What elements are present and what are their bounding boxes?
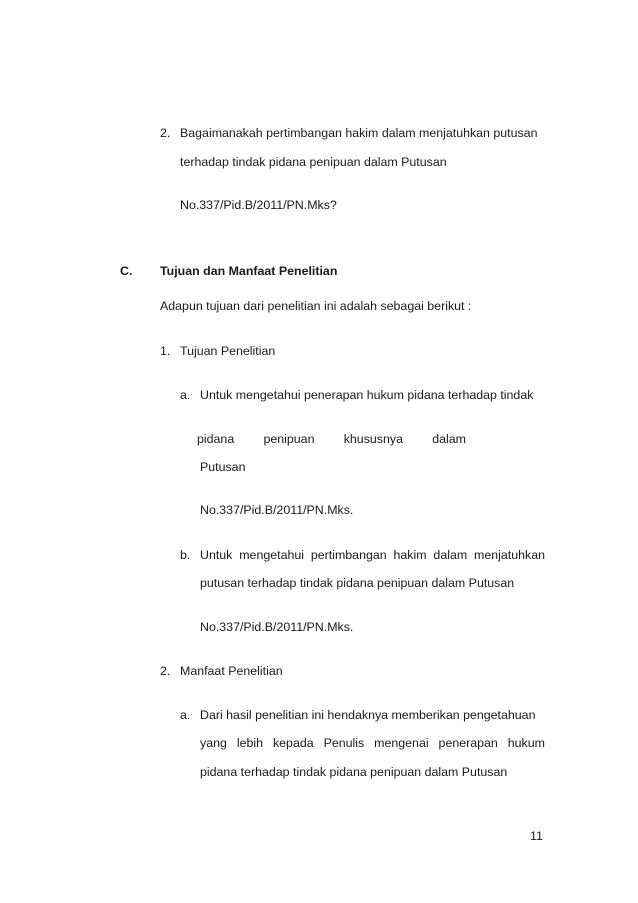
paragraph-line: Dari hasil penelitian ini hendaknya memberikan pengetahuan	[200, 708, 536, 722]
subsection-title: Tujuan Penelitian	[180, 344, 276, 358]
question-line-2: terhadap tindak pidana penipuan dalam Putusan	[180, 155, 447, 169]
subsection-title: Manfaat Penelitian	[180, 664, 283, 678]
word: khususnya	[343, 432, 403, 446]
page-number: 11	[530, 829, 543, 843]
justified-line	[200, 548, 545, 562]
list-number: 1.	[160, 344, 171, 358]
justified-line	[197, 432, 466, 446]
section-intro: Adapun tujuan dari penelitian ini adalah sebagai berikut :	[160, 299, 472, 313]
justified-line	[200, 736, 545, 750]
word: kepada	[272, 736, 314, 750]
word: lebih	[236, 736, 264, 750]
word: penerapan	[438, 736, 498, 750]
list-letter: b.	[180, 548, 191, 562]
word: pertimbangan	[310, 548, 387, 562]
word: yang	[200, 736, 227, 750]
paragraph-line: No.337/Pid.B/2011/PN.Mks.	[200, 503, 354, 517]
list-letter: a.	[180, 708, 191, 722]
word: Penulis	[323, 736, 365, 750]
question-line-1: Bagaimanakah pertimbangan hakim dalam menjatuhkan putusan	[180, 126, 538, 140]
word: pidana	[197, 432, 235, 446]
word: hakim	[393, 548, 427, 562]
word: dalam	[433, 548, 468, 562]
word: penipuan	[263, 432, 315, 446]
word: dalam	[432, 432, 466, 446]
word: hukum	[507, 736, 545, 750]
list-letter: a.	[180, 388, 191, 402]
paragraph-line: pidana terhadap tindak pidana penipuan dalam Putusan	[200, 765, 508, 779]
paragraph-line: putusan terhadap tindak pidana penipuan dalam Putusan	[200, 576, 515, 590]
paragraph-line: No.337/Pid.B/2011/PN.Mks.	[200, 620, 354, 634]
paragraph-line: Putusan	[200, 460, 246, 474]
word: menjatuhkan	[474, 548, 545, 562]
question-line-3: No.337/Pid.B/2011/PN.Mks?	[180, 198, 337, 212]
section-title: Tujuan dan Manfaat Penelitian	[160, 264, 338, 278]
paragraph-line: Untuk mengetahui penerapan hukum pidana terhadap tindak	[200, 388, 534, 402]
word: Untuk	[200, 548, 233, 562]
list-number: 2.	[160, 126, 171, 140]
section-letter: C.	[120, 264, 133, 278]
word: mengenai	[374, 736, 429, 750]
word: mengetahui	[239, 548, 304, 562]
list-number: 2.	[160, 664, 171, 678]
